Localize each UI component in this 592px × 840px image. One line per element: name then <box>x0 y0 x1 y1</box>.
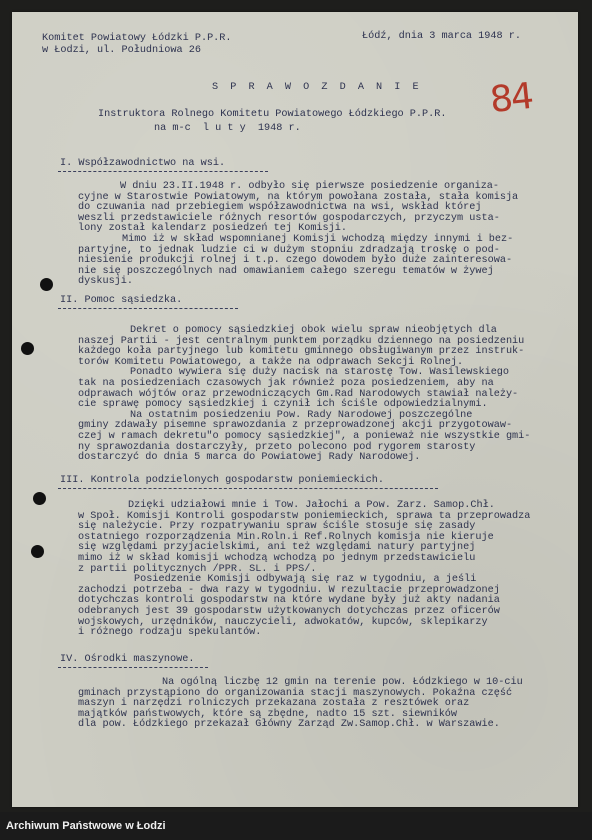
report-text-line: ostatniego rozporządzenia Min.Roln.i Ref.Rolnych komisja nie kieruje <box>78 531 494 543</box>
report-text-line: niesienie produkcji rolnej i t.p. czego dowodem było duże zainteresowa- <box>78 255 513 267</box>
report-text-line: odprawach wójtów oraz przewodniczących Gm.Rad Narodowych stawiał należy- <box>78 388 519 400</box>
section-heading-underline <box>58 667 208 668</box>
section-heading-underline <box>58 488 438 489</box>
report-text-line: tak na posiedzeniach czasowych jak również poza posiedzeniem, aby na <box>78 378 494 389</box>
report-text-line: lony został kalendarz posiedzeń tej Komisji. <box>78 223 347 235</box>
report-text-line: gminach przystąpiono do organizowania stacji maszynowych. Pokaźna część <box>78 687 513 699</box>
report-text-line: mimo iż w skład komisji wchodzą wchodzą po jednym przedstawicielu <box>78 553 476 564</box>
report-text-line: cyjne w Starostwie Powiatowym, na którym powołana została, stała komisja <box>78 191 519 203</box>
section-heading: IV. Ośrodki maszynowe. <box>60 654 195 665</box>
report-text-line: Na ostatnim posiedzeniu Pow. Rady Narodowej poszczególne <box>130 409 473 421</box>
report-text-line: dostarczyć do dnia 5 marca do Powiatowej Rady Narodowej. <box>78 452 421 464</box>
report-text-line: majątków państwowych, które są zbędne, nadto 15 szt. siewników <box>78 708 458 720</box>
report-text-line: nie się poszczególnych nad omawianiem całego szeregu tematów w żywej <box>78 265 494 277</box>
punch-hole <box>31 545 44 558</box>
report-text-line: odebranych jest 39 gospodarstw użytkowanych dotychczas przez oficerów <box>78 606 500 617</box>
document-page <box>12 12 578 807</box>
report-text-line: dla pow. Łódzkiego przekazał Główny Zarząd Zw.Samop.Chł. w Warszawie. <box>78 719 500 731</box>
section-heading: II. Pomoc sąsiedzka. <box>60 295 183 306</box>
report-text-line: dotychczas kontroli gospodarstw na które wydane były już akty nadania <box>78 595 500 607</box>
report-text-line: wojskowych, urzędników, nauczycieli, adwokatów, kupców, sklepikarzy <box>78 616 488 628</box>
header-address: w Łodzi, ul. Południowa 26 <box>42 45 201 56</box>
handwritten-page-number: 84 <box>487 75 534 122</box>
report-text-line: Posiedzenie Komisji odbywają się raz w tygodniu, a jeśli <box>134 574 477 586</box>
header-organization: Komitet Powiatowy Łódzki P.P.R. <box>42 33 232 44</box>
report-text-line: W dniu 23.II.1948 r. odbyło się pierwsze posiedzenie organiza- <box>120 181 500 192</box>
section-heading-underline <box>58 308 238 309</box>
report-text-line: Dekret o pomocy sąsiedzkiej obok wielu spraw nieobjętych dla <box>130 325 497 336</box>
report-text-line: dyskusji. <box>78 276 134 288</box>
section-heading-underline <box>58 171 268 172</box>
report-text-line: się należycie. Przy rozpatrywaniu spraw ściśle stosuje się zasady <box>78 521 476 533</box>
header-date: Łódź, dnia 3 marca 1948 r. <box>362 31 521 42</box>
report-text-line: naszej Partii - jest centralnym punktem porządku dziennego na posiedzeniu <box>78 335 525 347</box>
section-heading: I. Współzawodnictwo na wsi. <box>60 158 226 169</box>
report-text-line: weszli przedstawiciele różnych resortów gospodarczych, przyczym usta- <box>78 212 500 224</box>
report-text-line: w Społ. Komisji Kontroli gospodarstw poniemieckich, sprawa ta przeprowadza <box>78 510 531 522</box>
report-text-line: gminy zdawały pisemne sprawozdania z przeprowadzonej akcji przygotowaw- <box>78 420 513 432</box>
punch-hole <box>40 278 53 291</box>
report-text-line: cie sprawę pomocy sąsiedzkiej i czynił ich ściśle odpowiedzialnymi. <box>78 399 488 411</box>
report-text-line: Ponadto wywiera się duży nacisk na starostę Tow. Wasilewskiego <box>130 367 510 379</box>
report-text-line: do czuwania nad przebiegiem współzawodnictwa na wsi, wskład której <box>78 202 482 214</box>
report-text-line: ny sprawozdania dostarczyły, przeto polecono pod rygorem starosty <box>78 441 476 453</box>
report-text-line: maszyn i narzędzi rolniczych przekazana została z resztówek oraz <box>78 698 470 710</box>
report-text-line: czej w ramach dekretu"o pomocy sąsiedzkiej", a ponieważ nie wszystkie gmi- <box>78 431 531 442</box>
archive-name: Archiwum Państwowe w Łodzi <box>6 820 166 832</box>
report-text-line: każdego koła partyjnego lub komitetu gminnego obsługiwanym przez instruk- <box>78 346 525 358</box>
report-text-line: z partii politycznych /PPR. SL. i PPS/. <box>78 563 317 575</box>
report-text-line: partyjne, to jednak ludzie ci w dużym stopniu zdradzają troskę o pod- <box>78 244 500 256</box>
document-subtitle: Instruktora Rolnego Komitetu Powiatowego Łódzkiego P.P.R. <box>98 109 447 120</box>
report-text-line: Na ogólną liczbę 12 gmin na terenie pow. Łódzkiego w 10-ciu <box>162 677 523 688</box>
section-heading: III. Kontrola podzielonych gospodarstw poniemieckich. <box>60 475 385 486</box>
report-text-line: Mimo iż w skład wspomnianej Komisji wchodzą między innymi i bez- <box>122 234 514 245</box>
report-text-line: się względami przyjacielskimi, ani też względami natury partyjnej <box>78 542 476 554</box>
report-text-line: torów Komitetu Powiatowego, a także na odprawach Sekcji Rolnej. <box>78 356 464 368</box>
document-title: S P R A W O Z D A N I E <box>212 82 422 93</box>
report-text-line: Dzięki udziałowi mnie i Tow. Jałochi a Pow. Zarz. Samop.Chł. <box>128 500 495 511</box>
report-text-line: zachodzi potrzeba - dwa razy w tygodniu. W rezultacie przeprowadzonej <box>78 584 500 596</box>
report-text-line: i różnego rodzaju spekulantów. <box>78 627 262 639</box>
punch-hole <box>33 492 46 505</box>
punch-hole <box>21 342 34 355</box>
document-period: na m-c l u t y 1948 r. <box>154 123 301 134</box>
archive-footer <box>0 812 592 840</box>
